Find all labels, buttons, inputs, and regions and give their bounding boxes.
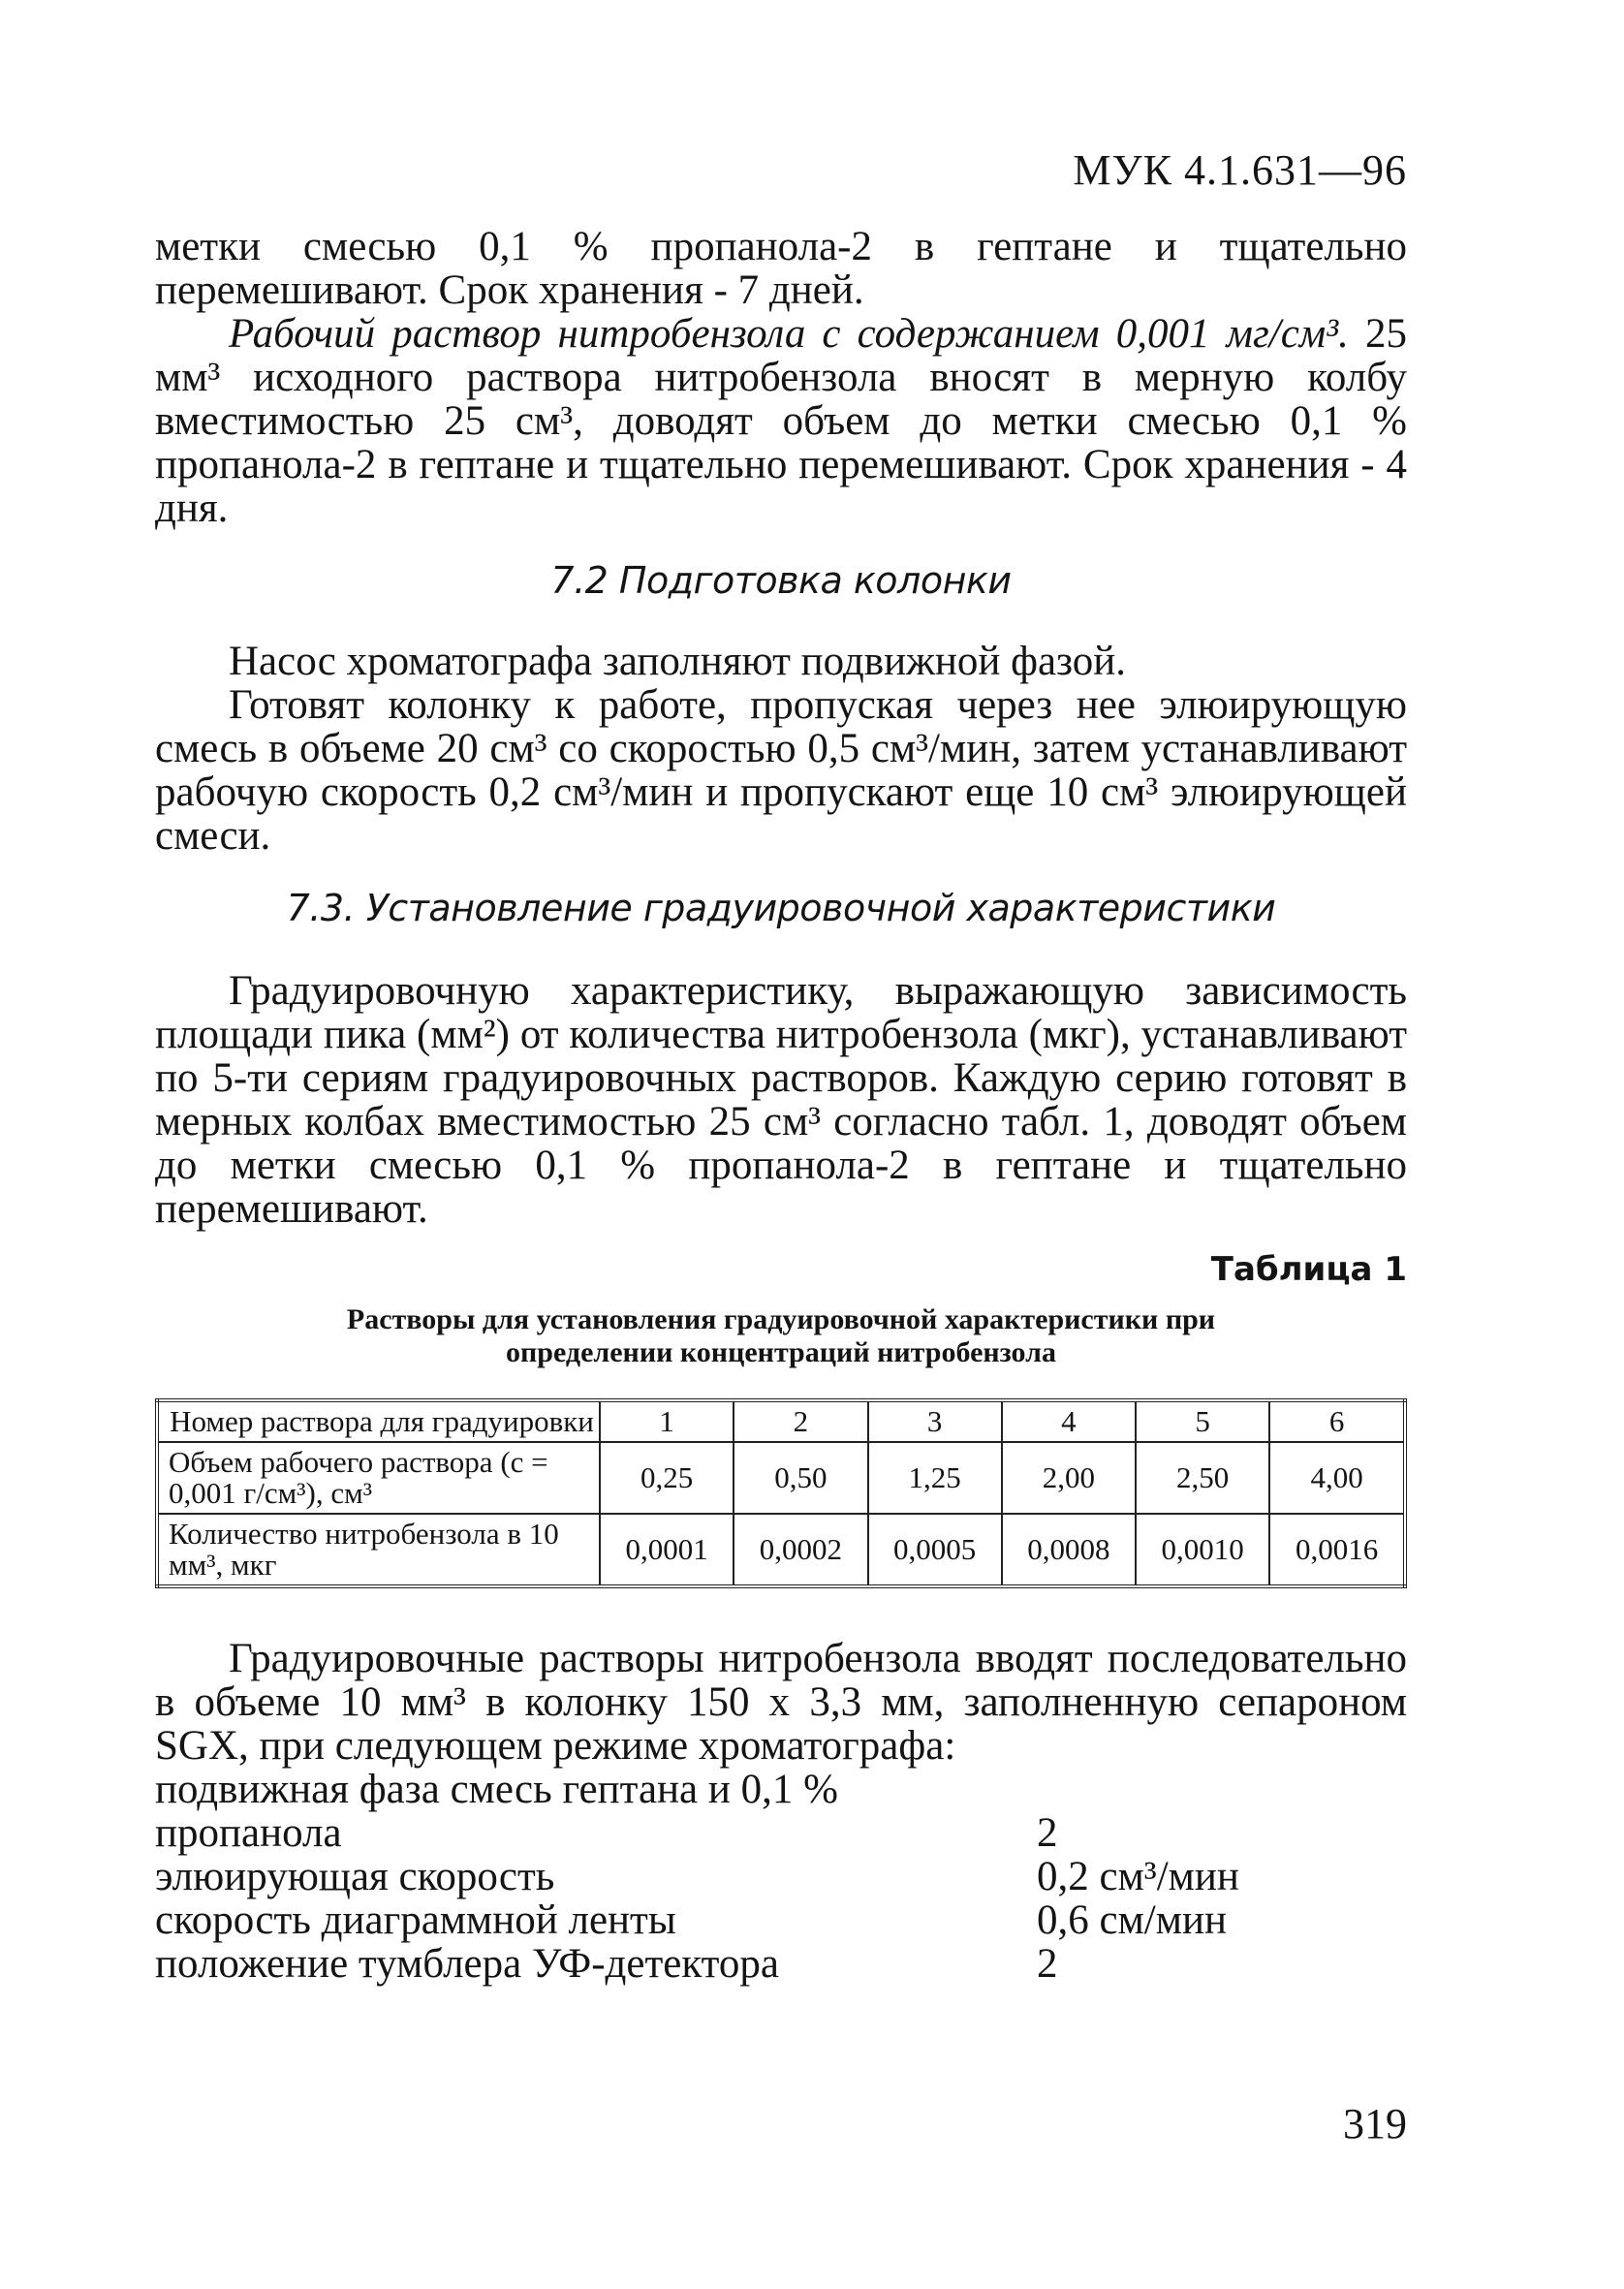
paragraph-calibration: Градуировочную характеристику, выражающую зависимость площади пика (мм²) от количества нитробензола (мкг), устанавливают по 5-ти сериям градуировочных растворов. Каждую серию готовят в мерных колбах вместимостью 25 см³ согласно табл. 1, доводят объем до метки смесью 0,1 % пропанола-2 в гептане и тщательно перемешивают. — [155, 968, 1407, 1232]
table-cell: 0,0010 — [1136, 1514, 1269, 1586]
section-heading-7-2: 7.2 Подготовка колонки — [550, 559, 1012, 602]
paragraph-working-solution — [155, 312, 1407, 530]
section-heading-7-3: 7.3. Установление градуировочной характеристики — [286, 887, 1276, 929]
mode-value — [1037, 1768, 1407, 1811]
mode-value: 2 — [1037, 1941, 1058, 1987]
table-cell: 2,00 — [1002, 1442, 1136, 1514]
paragraph-storage-note: метки смесью 0,1 % пропанола-2 в гептане и тщательно перемешивают. Срок хранения - 7 дней. — [155, 224, 1407, 313]
list-item — [155, 1811, 1407, 1855]
mode-label: положение тумблера УФ-детектора — [155, 1941, 779, 1987]
mode-value: 2 — [1037, 1810, 1058, 1856]
working-solution-text: 25 мм³ исходного раствора нитробензола вносят в мерную колбу вместимостью 25 см³, доводят объем до метки смесью 0,1 % пропанола-2 в гептане и тщательно перемешивают. Срок хранения - 4 дня. — [155, 311, 1407, 531]
table-cell: 1 — [600, 1400, 734, 1442]
table-row — [157, 1514, 1405, 1586]
paragraph-injection: Градуировочные растворы нитробензола вводят последовательно в объеме 10 мм³ в колонку 150 х 3,3 мм, заполненную сепароном SGX, при следующем режиме хроматографа: — [155, 1636, 1407, 1769]
table-cell: 0,0008 — [1002, 1514, 1136, 1586]
table-cell: 0,0002 — [734, 1514, 867, 1586]
mode-label: пропанола — [155, 1810, 342, 1856]
mode-label: элюирующая скорость — [155, 1854, 555, 1899]
working-solution-title: Рабочий раствор нитробензола с содержанием 0,001 мг/см³. — [229, 311, 1349, 357]
table-cell: 2,50 — [1136, 1442, 1269, 1514]
paragraph-pump: Насос хроматографа заполняют подвижной фазой. — [229, 639, 1127, 684]
list-item — [155, 1942, 1407, 1986]
table-cell: 3 — [868, 1400, 1002, 1442]
chromatograph-mode-list — [155, 1768, 1407, 1986]
table-caption-line-1: Растворы для установления градуировочной характеристики при — [346, 1303, 1216, 1335]
row-header-solution-number: Номер раствора для градуировки — [157, 1400, 600, 1442]
table-row — [157, 1442, 1405, 1514]
table-cell: 0,0016 — [1269, 1514, 1405, 1586]
document-code-header: МУК 4.1.631—96 — [1073, 146, 1407, 194]
table-cell: 0,0005 — [868, 1514, 1002, 1586]
row-header-working-volume: Объем рабочего раствора (с = 0,001 г/см³), см³ — [157, 1442, 600, 1514]
table-cell: 5 — [1136, 1400, 1269, 1442]
mode-value: 0,6 см/мин — [1037, 1897, 1227, 1943]
row-header-nitrobenzene-amount: Количество нитробензола в 10 мм³, мкг — [157, 1514, 600, 1586]
table-cell: 4 — [1002, 1400, 1136, 1442]
table-cell: 1,25 — [868, 1442, 1002, 1514]
table-cell: 4,00 — [1269, 1442, 1405, 1514]
page-number: 319 — [1343, 2100, 1407, 2148]
mode-label: скорость диаграммной ленты — [155, 1897, 676, 1943]
list-item — [155, 1768, 1407, 1811]
table-row — [157, 1400, 1405, 1442]
table-cell: 0,50 — [734, 1442, 867, 1514]
table-label: Таблица 1 — [1210, 1250, 1407, 1289]
list-item — [155, 1855, 1407, 1898]
body-text — [155, 225, 1407, 1986]
calibration-solutions-table — [155, 1398, 1407, 1588]
paragraph-column-prep: Готовят колонку к работе, пропуская через нее элюирующую смесь в объеме 20 см³ со скоростью 0,5 см³/мин, затем устанавливают рабочую скорость 0,2 см³/мин и пропускают еще 10 см³ элюирующей смеси. — [155, 682, 1407, 859]
mode-label: подвижная фаза смесь гептана и 0,1 % — [155, 1767, 838, 1812]
table-cell: 6 — [1269, 1400, 1405, 1442]
table-cell: 2 — [734, 1400, 867, 1442]
table-caption-line-2: определении концентраций нитробензола — [506, 1336, 1056, 1368]
table-cell: 0,25 — [600, 1442, 734, 1514]
table-cell: 0,0001 — [600, 1514, 734, 1586]
list-item — [155, 1898, 1407, 1942]
mode-value: 0,2 см³/мин — [1037, 1854, 1239, 1899]
